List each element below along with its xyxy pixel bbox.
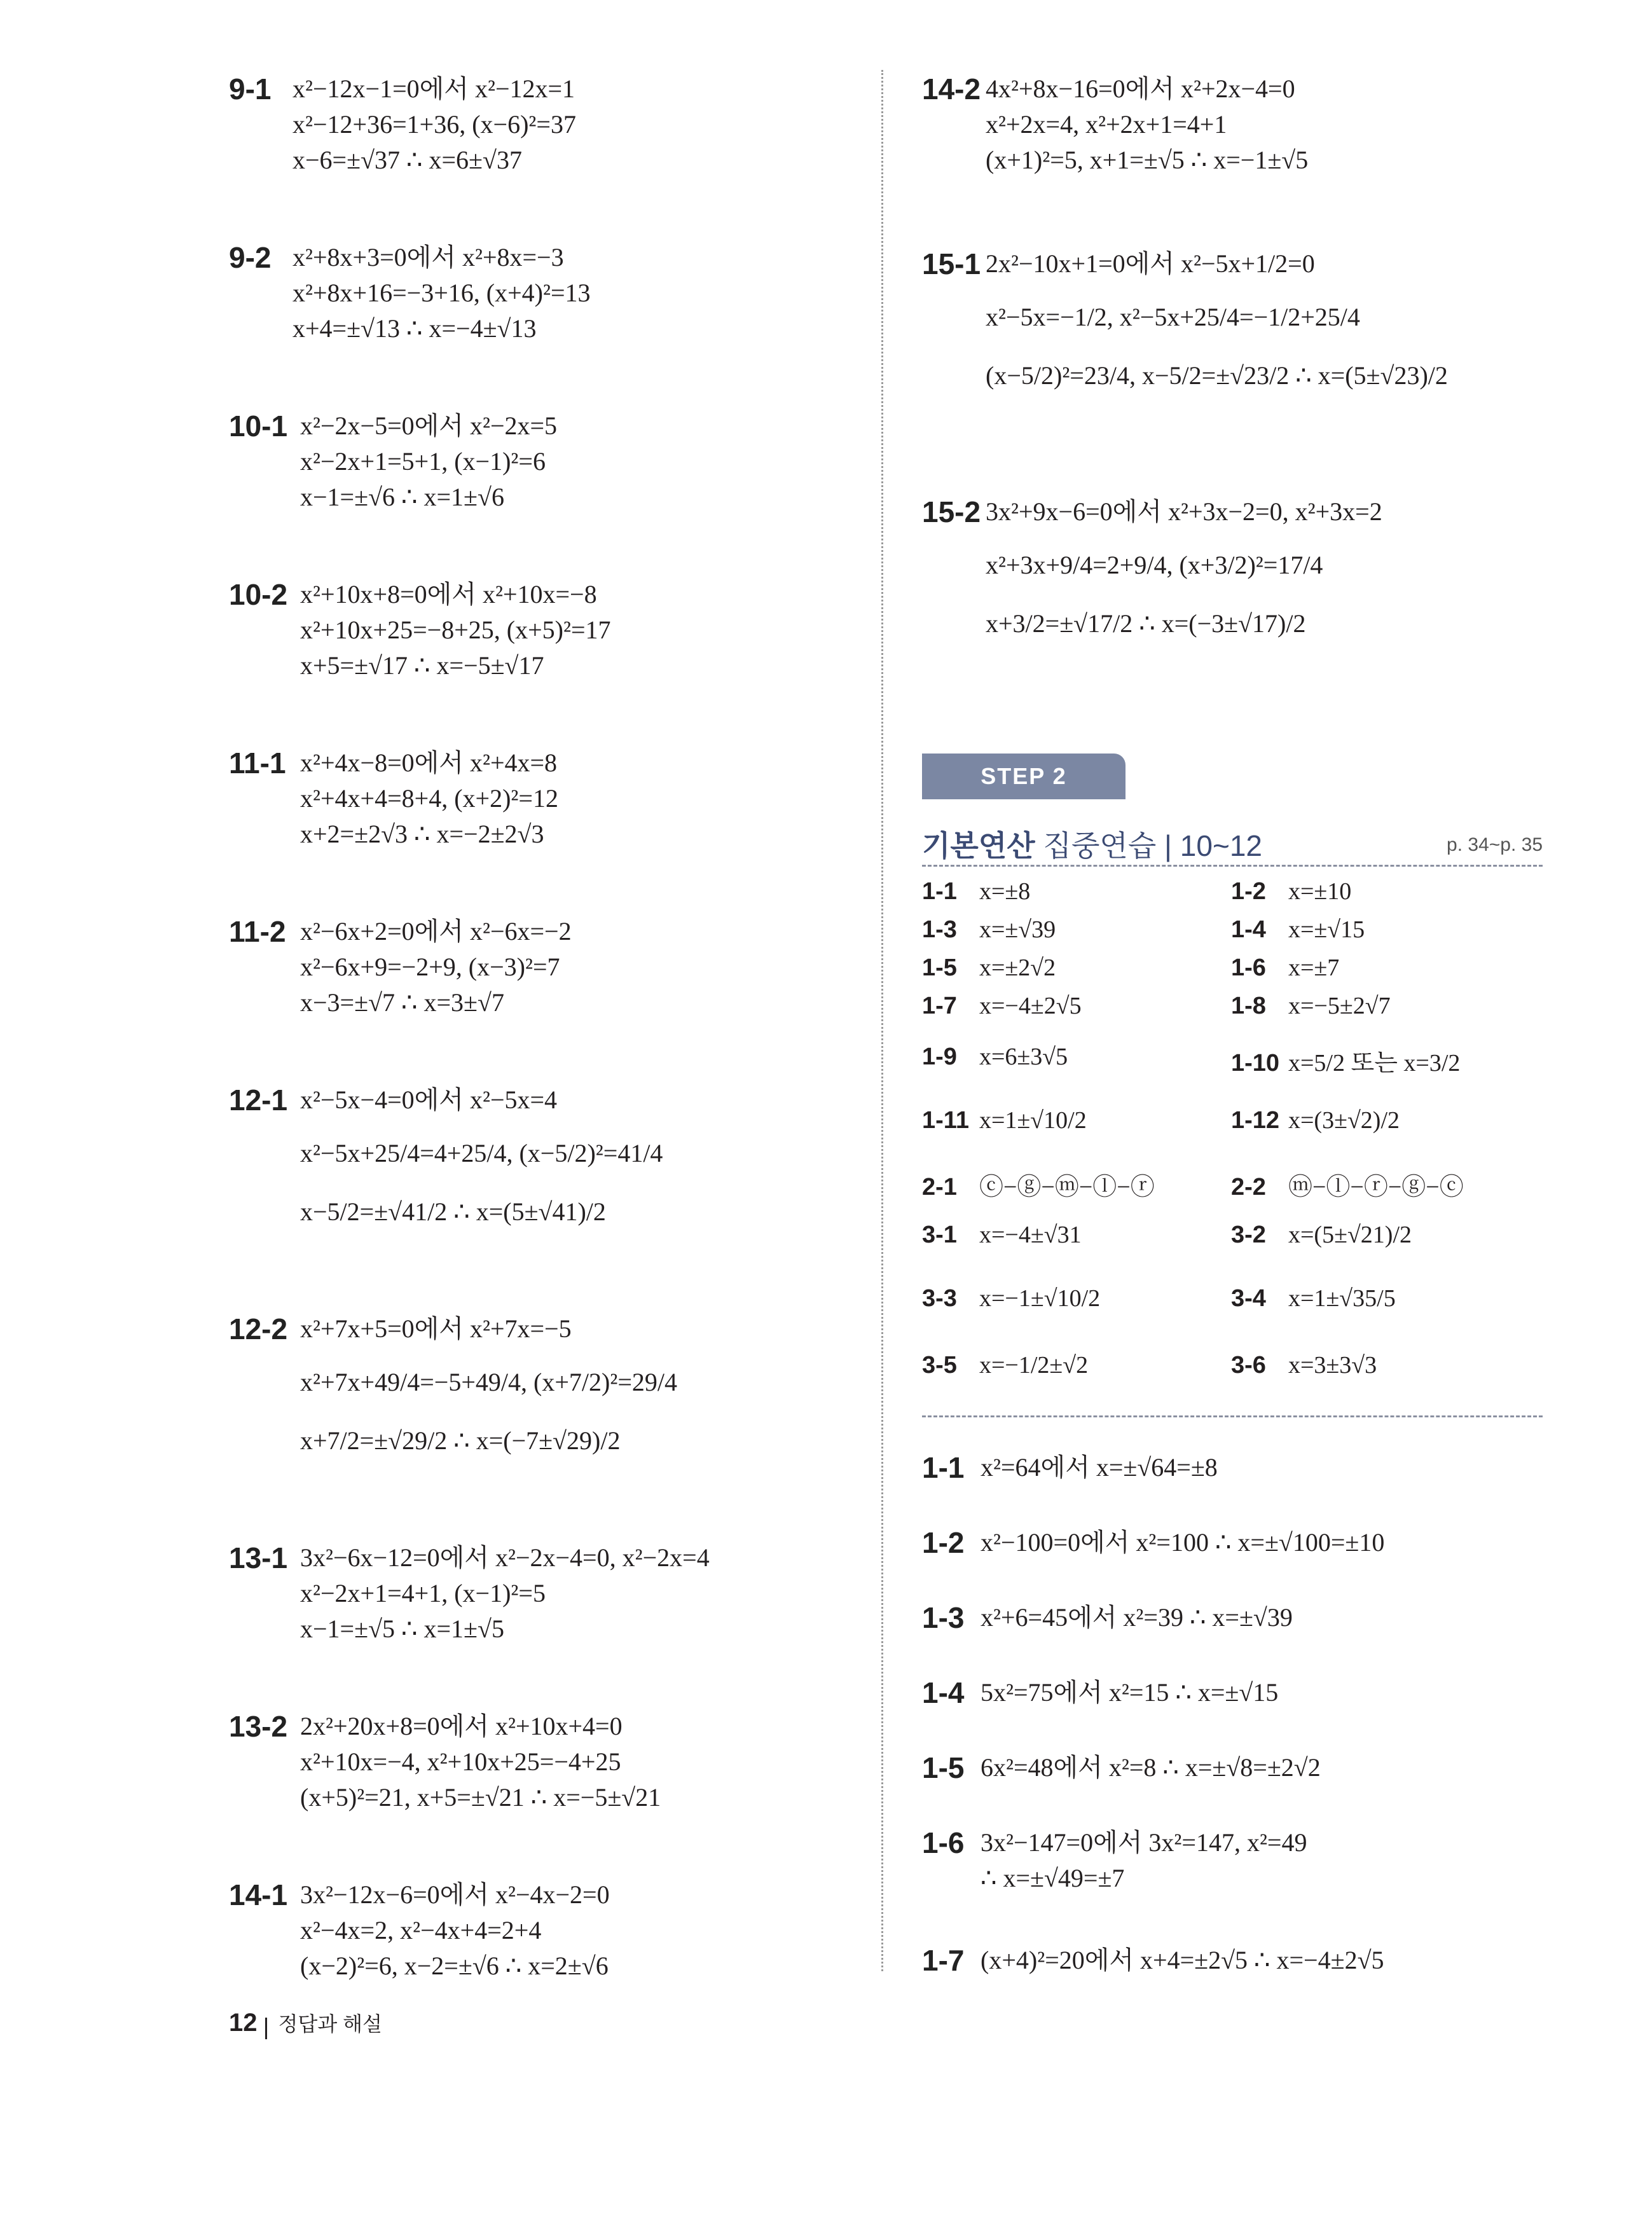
answer-number: 1-7 [922, 993, 957, 1019]
problem-number: 1-2 [922, 1526, 965, 1559]
answer-number: 1-11 [922, 1107, 969, 1134]
answer-cell [922, 878, 1030, 905]
solution-line: ∴ x=±√49=±7 [981, 1864, 1125, 1892]
solution-line: x²+2x=4, x²+2x+1=4+1 [986, 110, 1227, 139]
solution-line: 2x²+20x+8=0에서 x²+10x+4=0 [300, 1712, 623, 1740]
solution-line: x²−5x+25/4=4+25/4, (x−5/2)²=41/4 [300, 1139, 663, 1167]
solution-line: x²+6=45에서 x²=39 ∴ x=±√39 [981, 1603, 1293, 1632]
answer-value: x=−4±2√5 [979, 993, 1082, 1019]
answer-number: 3-6 [1231, 1352, 1266, 1379]
answer-number: 3-4 [1231, 1285, 1266, 1312]
problem-number: 1-3 [922, 1601, 965, 1634]
section-title-rest: 집중연습 | 10~12 [1035, 829, 1262, 862]
solution-line: x²+10x+8=0에서 x²+10x=−8 [300, 580, 597, 609]
answer-number: 3-1 [922, 1222, 957, 1248]
answer-number: 1-5 [922, 954, 957, 981]
solution-line: 3x²−147=0에서 3x²=147, x²=49 [981, 1828, 1307, 1857]
answer-cell [922, 992, 1082, 1020]
answer-number: 3-2 [1231, 1222, 1266, 1248]
solution-line: 6x²=48에서 x²=8 ∴ x=±√8=±2√2 [981, 1753, 1321, 1782]
answer-cell [1231, 954, 1339, 982]
problem-number: 1-4 [922, 1676, 965, 1709]
problem-number: 11-1 [229, 747, 286, 780]
page-number: 12 [229, 2009, 258, 2037]
solution-line: (x+4)²=20에서 x+4=±2√5 ∴ x=−4±2√5 [981, 1946, 1384, 1974]
answer-value: x=6±3√5 [979, 1043, 1068, 1070]
solution-line: x²+7x+49/4=−5+49/4, (x+7/2)²=29/4 [300, 1368, 677, 1396]
problem-number: 1-7 [922, 1944, 965, 1977]
solution-line: x²+3x+9/4=2+9/4, (x+3/2)²=17/4 [986, 551, 1323, 579]
solution-line: x²−100=0에서 x²=100 ∴ x=±√100=±10 [981, 1528, 1385, 1557]
answer-cell [1231, 1167, 1464, 1202]
problem-number: 14-1 [229, 1878, 288, 1911]
solution-line: x²+8x+3=0에서 x²+8x=−3 [293, 243, 564, 272]
solution-line: x+5=±√17 ∴ x=−5±√17 [300, 651, 544, 680]
solution-line: x²+10x=−4, x²+10x+25=−4+25 [300, 1747, 621, 1776]
answer-value: x=1±√10/2 [979, 1107, 1087, 1134]
answer-number: 2-1 [922, 1174, 957, 1201]
problem-number: 11-2 [229, 915, 286, 948]
answer-value: x=1±√35/5 [1288, 1285, 1396, 1312]
solution-line: x²−2x+1=5+1, (x−1)²=6 [300, 447, 546, 476]
solution-line: x+7/2=±√29/2 ∴ x=(−7±√29)/2 [300, 1426, 621, 1455]
solution-line: (x−2)²=6, x−2=±√6 ∴ x=2±√6 [300, 1951, 609, 1980]
problem-number: 1-6 [922, 1826, 965, 1859]
problem-number: 9-2 [229, 241, 272, 274]
problem-number: 15-2 [922, 495, 981, 528]
problem-number: 10-1 [229, 410, 288, 443]
solution-line: x²+4x+4=8+4, (x+2)²=12 [300, 784, 558, 813]
answer-value: x=−1±√10/2 [979, 1285, 1101, 1312]
problem-number: 1-5 [922, 1751, 965, 1784]
solution-line: x−3=±√7 ∴ x=3±√7 [300, 988, 504, 1017]
solution-line: x²−4x=2, x²−4x+4=2+4 [300, 1916, 542, 1944]
solution-line: x²−6x+9=−2+9, (x−3)²=7 [300, 953, 560, 981]
section-title [922, 823, 1262, 865]
answer-number: 1-1 [922, 878, 957, 905]
answer-number: 3-5 [922, 1352, 957, 1379]
answer-value: x=±8 [979, 878, 1031, 905]
footer-separator [265, 2018, 267, 2039]
answer-value: x=5/2 또는 x=3/2 [1288, 1050, 1461, 1077]
solution-line: (x+5)²=21, x+5=±√21 ∴ x=−5±√21 [300, 1783, 661, 1812]
answer-cell [1231, 1221, 1412, 1249]
answer-value: x=−1/2±√2 [979, 1352, 1089, 1379]
answer-cell [1231, 1043, 1460, 1078]
step-badge: STEP 2 [922, 754, 1125, 799]
solution-line: x²+7x+5=0에서 x²+7x=−5 [300, 1314, 572, 1343]
answer-value: x=±2√2 [979, 954, 1056, 981]
answer-value: x=(5±√21)/2 [1288, 1222, 1412, 1248]
answer-number: 1-2 [1231, 878, 1266, 905]
solution-line: x−6=±√37 ∴ x=6±√37 [293, 146, 522, 174]
answer-number: 1-3 [922, 916, 957, 943]
solution-line: x²−5x=−1/2, x²−5x+25/4=−1/2+25/4 [986, 303, 1360, 331]
column-divider [881, 70, 883, 1971]
solution-line: x²−2x−5=0에서 x²−2x=5 [300, 411, 558, 440]
section-header [922, 820, 1543, 867]
answer-cell [1231, 1284, 1396, 1312]
solution-line: 3x²+9x−6=0에서 x²+3x−2=0, x²+3x=2 [986, 497, 1382, 526]
answer-value: ⓒ−ⓖ−ⓜ−ⓛ−ⓡ [979, 1174, 1155, 1201]
solution-line: (x+1)²=5, x+1=±√5 ∴ x=−1±√5 [986, 146, 1309, 174]
solution-line: 5x²=75에서 x²=15 ∴ x=±√15 [981, 1678, 1279, 1707]
solution-line: x−1=±√5 ∴ x=1±√5 [300, 1614, 504, 1643]
answer-value: x=−4±√31 [979, 1222, 1082, 1248]
solution-line: x²=64에서 x=±√64=±8 [981, 1453, 1218, 1482]
solution-line: x+4=±√13 ∴ x=−4±√13 [293, 314, 537, 343]
footer-label: 정답과 해설 [278, 2013, 382, 2035]
problem-number: 12-2 [229, 1312, 288, 1346]
answer-value: x=3±3√3 [1288, 1352, 1377, 1379]
answer-value: x=−5±2√7 [1288, 993, 1391, 1019]
answer-number: 1-8 [1231, 993, 1266, 1019]
problem-number: 15-1 [922, 247, 981, 280]
answer-value: x=±√15 [1288, 916, 1365, 943]
answer-cell [922, 916, 1056, 944]
solution-line: x−1=±√6 ∴ x=1±√6 [300, 483, 504, 511]
answer-value: x=±√39 [979, 916, 1056, 943]
solution-line: x+3/2=±√17/2 ∴ x=(−3±√17)/2 [986, 609, 1306, 638]
solution-line: x²−6x+2=0에서 x²−6x=−2 [300, 917, 572, 946]
answer-number: 2-2 [1231, 1174, 1266, 1201]
answer-value: x=±10 [1288, 878, 1352, 905]
answer-value: ⓜ−ⓛ−ⓡ−ⓖ−ⓒ [1288, 1174, 1464, 1201]
answer-number: 1-9 [922, 1043, 957, 1070]
answer-cell [1231, 878, 1351, 905]
problem-number: 10-2 [229, 578, 288, 611]
answer-cell [922, 1043, 1068, 1071]
answer-value: x=(3±√2)/2 [1288, 1107, 1400, 1134]
problem-number: 14-2 [922, 72, 981, 106]
solution-line: x²−5x−4=0에서 x²−5x=4 [300, 1085, 558, 1114]
page-reference: p. 34~p. 35 [1447, 834, 1543, 855]
solution-line: 3x²−6x−12=0에서 x²−2x−4=0, x²−2x=4 [300, 1543, 710, 1572]
solution-line: x²−12+36=1+36, (x−6)²=37 [293, 110, 576, 139]
solution-line: 2x²−10x+1=0에서 x²−5x+1/2=0 [986, 249, 1315, 278]
answer-cell [1231, 916, 1365, 944]
section-divider [922, 1415, 1543, 1417]
answer-cell [922, 1167, 1155, 1202]
answer-number: 1-6 [1231, 954, 1266, 981]
answer-cell [922, 1221, 1082, 1249]
solution-line: x²+8x+16=−3+16, (x+4)²=13 [293, 279, 591, 307]
section-title-bold: 기본연산 [922, 829, 1035, 862]
solution-line: x+2=±2√3 ∴ x=−2±2√3 [300, 820, 544, 848]
solution-line: x²+10x+25=−8+25, (x+5)²=17 [300, 616, 611, 644]
answer-cell [1231, 1351, 1377, 1379]
problem-number: 13-1 [229, 1541, 288, 1574]
answer-cell [1231, 1106, 1400, 1134]
solution-line: x−5/2=±√41/2 ∴ x=(5±√41)/2 [300, 1197, 606, 1226]
problem-number: 12-1 [229, 1084, 288, 1117]
answer-number: 1-12 [1231, 1107, 1280, 1134]
answer-value: x=±7 [1288, 954, 1340, 981]
solution-line: x²−12x−1=0에서 x²−12x=1 [293, 74, 575, 103]
problem-number: 13-2 [229, 1710, 288, 1743]
solution-line: (x−5/2)²=23/4, x−5/2=±√23/2 ∴ x=(5±√23)/2 [986, 361, 1448, 390]
problem-number: 9-1 [229, 72, 272, 106]
solution-line: 3x²−12x−6=0에서 x²−4x−2=0 [300, 1880, 610, 1909]
answer-cell [922, 1351, 1088, 1379]
answer-number: 3-3 [922, 1285, 957, 1312]
answer-cell [1231, 992, 1391, 1020]
answer-cell [922, 1284, 1100, 1312]
page-footer [229, 2008, 382, 2039]
answer-cell [922, 1106, 1087, 1134]
answer-cell [922, 954, 1056, 982]
answer-number: 1-10 [1231, 1050, 1280, 1077]
problem-number: 1-1 [922, 1451, 965, 1484]
solution-line: x²−2x+1=4+1, (x−1)²=5 [300, 1579, 546, 1607]
answer-number: 1-4 [1231, 916, 1266, 943]
solution-line: 4x²+8x−16=0에서 x²+2x−4=0 [986, 74, 1295, 103]
solution-line: x²+4x−8=0에서 x²+4x=8 [300, 748, 558, 777]
